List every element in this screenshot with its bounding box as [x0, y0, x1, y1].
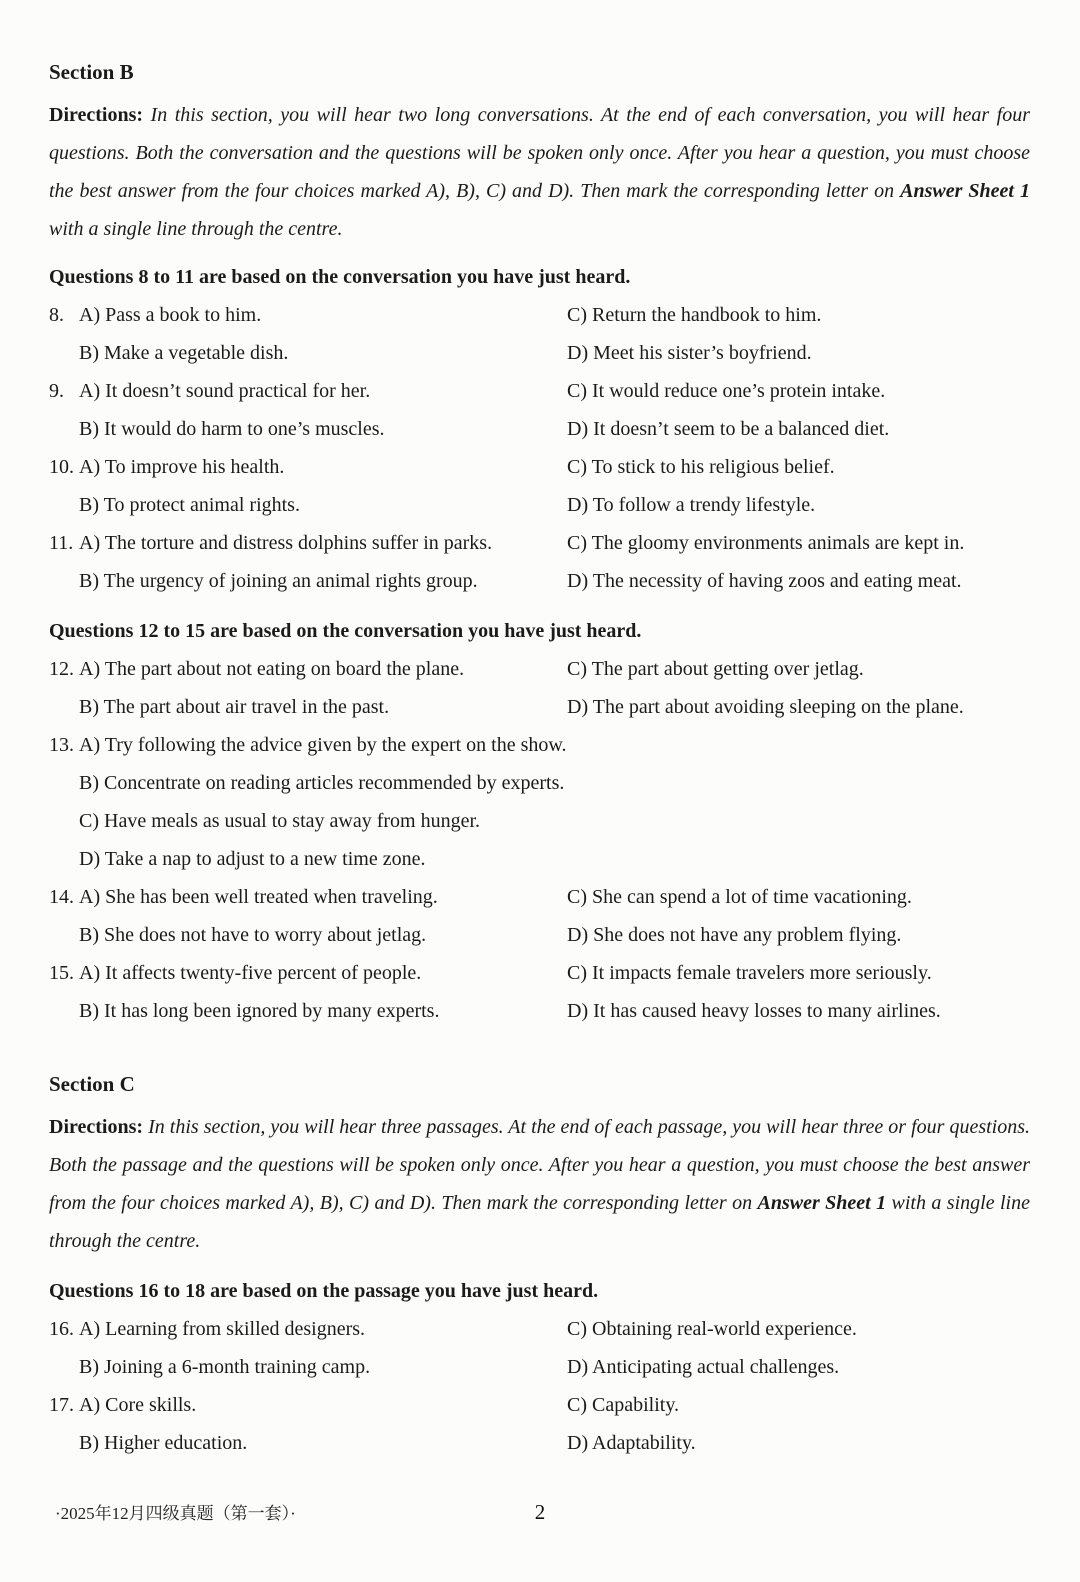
option-c: C) Return the handbook to him.: [567, 304, 822, 326]
option-c: C) To stick to his religious belief.: [567, 456, 835, 478]
option-a: A) Core skills.: [79, 1394, 197, 1416]
option-a: A) It doesn’t sound practical for her.: [79, 380, 371, 402]
option-d: D) To follow a trendy lifestyle.: [567, 494, 816, 516]
question-row: [49, 410, 1030, 448]
question-row: [49, 726, 1030, 764]
question-number: 16.: [49, 1318, 74, 1340]
footer-page-number: 2: [534, 1500, 546, 1524]
option-d: D) Anticipating actual challenges.: [567, 1356, 840, 1378]
directions-body: In this section, you will hear two long conversations. At the end of each conversation, you will hear four questions. Both the conversation and the questions will be spoken only once. After you hear a question, you must choose the best answer from the four choices marked A), B), C) and D). Then mark the corresponding letter on: [49, 104, 1030, 202]
question-number: 9.: [49, 380, 64, 402]
question-row: [49, 802, 1030, 840]
question-row: [49, 524, 1030, 562]
question-group-header-16-18: Questions 16 to 18 are based on the passage you have just heard.: [49, 1280, 599, 1302]
question-row: [49, 1348, 1030, 1386]
directions-tail: with a single line through the centre.: [49, 1192, 1030, 1252]
option-b: B) She does not have to worry about jetlag.: [79, 924, 427, 946]
option-b: B) Joining a 6-month training camp.: [79, 1356, 371, 1378]
question-row: [49, 296, 1030, 334]
option-b: B) Make a vegetable dish.: [79, 342, 289, 364]
question-row: [49, 562, 1030, 600]
option-d: D) Take a nap to adjust to a new time zone.: [79, 848, 426, 870]
footer-exam-label: ·2025年12月四级真题（第一套）·: [55, 1504, 296, 1523]
option-b: B) To protect animal rights.: [79, 494, 300, 516]
option-b: B) It has long been ignored by many experts.: [79, 1000, 440, 1022]
question-number-spacer: [49, 1424, 79, 1462]
question-number-spacer: [49, 688, 79, 726]
question-number-spacer: [49, 764, 79, 802]
directions-answer-sheet-emphasis: Answer Sheet 1: [900, 180, 1030, 202]
question-row: [49, 448, 1030, 486]
option-b: B) It would do harm to one’s muscles.: [79, 418, 385, 440]
question-number: 10.: [49, 456, 74, 478]
question-row: [49, 840, 1030, 878]
question-14: [49, 878, 1030, 954]
section-b-title: Section B: [49, 60, 134, 84]
question-row: [49, 650, 1030, 688]
question-number: 13.: [49, 734, 74, 756]
question-number-spacer: [49, 334, 79, 372]
question-row: [49, 1386, 1030, 1424]
option-b: B) Higher education.: [79, 1432, 248, 1454]
section-c-directions: [49, 1108, 1030, 1260]
question-row: [49, 1310, 1030, 1348]
question-number-spacer: [49, 562, 79, 600]
question-row: [49, 1424, 1030, 1462]
question-number: 8.: [49, 304, 64, 326]
question-row: [49, 916, 1030, 954]
option-d: D) It doesn’t seem to be a balanced diet.: [567, 418, 890, 440]
section-c-title: Section C: [49, 1072, 135, 1096]
option-b: B) Concentrate on reading articles recommended by experts.: [79, 772, 565, 794]
question-group-header-12-15: Questions 12 to 15 are based on the conversation you have just heard.: [49, 620, 642, 642]
option-d: D) The necessity of having zoos and eating meat.: [567, 570, 962, 592]
question-12: [49, 650, 1030, 726]
option-d: D) Adaptability.: [567, 1432, 696, 1454]
question-row: [49, 764, 1030, 802]
question-row: [49, 486, 1030, 524]
question-number: 14.: [49, 886, 74, 908]
option-c: C) The part about getting over jetlag.: [567, 658, 864, 680]
question-number: 15.: [49, 962, 74, 984]
option-c: C) Have meals as usual to stay away from hunger.: [79, 810, 481, 832]
option-a: A) She has been well treated when traveling.: [79, 886, 438, 908]
option-d: D) The part about avoiding sleeping on the plane.: [567, 696, 964, 718]
option-d: D) It has caused heavy losses to many airlines.: [567, 1000, 941, 1022]
question-group-header-8-11: Questions 8 to 11 are based on the conversation you have just heard.: [49, 266, 631, 288]
question-row: [49, 954, 1030, 992]
question-13: [49, 726, 1030, 878]
option-a: A) The torture and distress dolphins suffer in parks.: [79, 532, 493, 554]
option-b: B) The part about air travel in the past.: [79, 696, 390, 718]
directions-tail: with a single line through the centre.: [49, 218, 343, 240]
directions-label: Directions:: [49, 1116, 144, 1138]
question-number: 17.: [49, 1394, 74, 1416]
option-a: A) Pass a book to him.: [79, 304, 262, 326]
section-b-directions: [49, 96, 1030, 248]
question-number-spacer: [49, 992, 79, 1030]
question-row: [49, 372, 1030, 410]
question-17: [49, 1386, 1030, 1462]
option-d: D) She does not have any problem flying.: [567, 924, 902, 946]
directions-label: Directions:: [49, 104, 144, 126]
question-row: [49, 688, 1030, 726]
question-8: [49, 296, 1030, 372]
question-number-spacer: [49, 410, 79, 448]
question-10: [49, 448, 1030, 524]
option-c: C) It would reduce one’s protein intake.: [567, 380, 886, 402]
question-number: 12.: [49, 658, 74, 680]
question-number-spacer: [49, 916, 79, 954]
option-c: C) Obtaining real-world experience.: [567, 1318, 857, 1340]
directions-answer-sheet-emphasis: Answer Sheet 1: [757, 1192, 887, 1214]
question-number-spacer: [49, 486, 79, 524]
question-number-spacer: [49, 1348, 79, 1386]
option-c: C) The gloomy environments animals are kept in.: [567, 532, 965, 554]
option-c: C) Capability.: [567, 1394, 680, 1416]
directions-body: In this section, you will hear three passages. At the end of each passage, you will hear three or four questions. Both the passage and the questions will be spoken only once. After you hear a question, you must choose the best answer from the four choices marked A), B), C) and D). Then mark the corresponding letter on: [49, 1116, 1030, 1214]
question-number: 11.: [49, 532, 74, 554]
option-a: A) It affects twenty-five percent of people.: [79, 962, 422, 984]
question-15: [49, 954, 1030, 1030]
question-11: [49, 524, 1030, 600]
question-row: [49, 334, 1030, 372]
option-c: C) It impacts female travelers more seriously.: [567, 962, 932, 984]
question-9: [49, 372, 1030, 448]
option-a: A) Learning from skilled designers.: [79, 1318, 366, 1340]
option-c: C) She can spend a lot of time vacationing.: [567, 886, 912, 908]
option-a: A) To improve his health.: [79, 456, 285, 478]
option-a: A) The part about not eating on board the plane.: [79, 658, 465, 680]
question-number-spacer: [49, 840, 79, 878]
question-row: [49, 992, 1030, 1030]
question-row: [49, 878, 1030, 916]
option-a: A) Try following the advice given by the expert on the show.: [79, 734, 567, 756]
option-b: B) The urgency of joining an animal rights group.: [79, 570, 478, 592]
question-16: [49, 1310, 1030, 1386]
option-d: D) Meet his sister’s boyfriend.: [567, 342, 812, 364]
question-number-spacer: [49, 802, 79, 840]
